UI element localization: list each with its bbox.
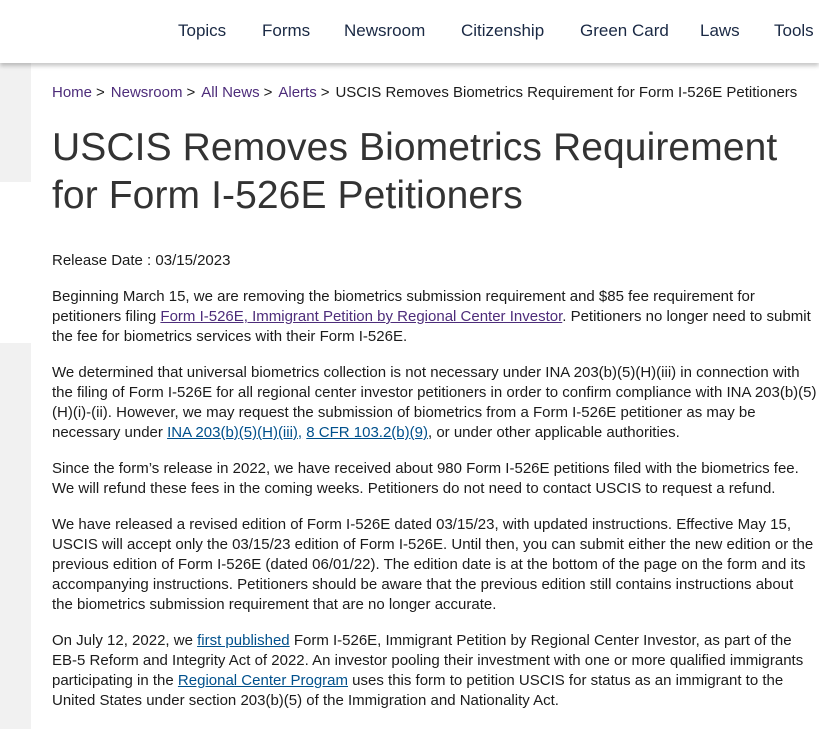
paragraph-1-text-a: Beginning March 15, we are removing the biometrics submission requirement and $85 fee requirement for petitioners filing: [52, 288, 755, 325]
paragraph-2: [52, 363, 817, 443]
breadcrumb-separator: >: [96, 84, 105, 101]
nav-forms[interactable]: Forms: [262, 21, 311, 40]
regional-center-program-link[interactable]: Regional Center Program: [177, 672, 349, 689]
nav-laws[interactable]: Laws: [700, 21, 740, 40]
paragraph-4: We have released a revised edition of Form I-526E dated 03/15/23, with updated instructions. Effective May 15, USCIS will accept only the 03/15/23 edition of Form I-526E. Until then, you can submit either the new edition or the previous edition of Form I-526E (dated 06/01/22). The edition date is at the bottom of the page on the form and its accompanying instructions. Petitioners should be aware that the previous edition still contains instructions about the biometrics submission requirement that are no longer accurate.: [52, 516, 814, 613]
top-navigation: [0, 0, 819, 63]
nav-tools[interactable]: Tools: [774, 21, 814, 40]
paragraph-3: Since the form’s release in 2022, we have received about 980 Form I-526E petitions filed with the biometrics fee. We will refund these fees in the coming weeks. Petitioners do not need to contact USCIS to request a refund.: [52, 460, 799, 497]
release-date-line: [52, 251, 817, 271]
nav-citizenship[interactable]: Citizenship: [461, 21, 545, 40]
paragraph-1: [52, 287, 817, 347]
cfr-link[interactable]: 8 CFR 103.2(b)(9): [306, 424, 428, 441]
breadcrumb-separator: >: [320, 84, 330, 101]
paragraph-2-text-a: We determined that universal biometrics collection is not necessary under INA 203(b)(5)(H)(iii) in connection with the filing of Form I-526E for all regional center investor petitioners in order to confirm compliance with INA 203(b)(5)(H)(i)-(ii). However, we may request the submission of biometrics from a Form I-526E petitioner as may be necessary under: [52, 364, 817, 441]
breadcrumb-newsroom[interactable]: Newsroom: [110, 84, 183, 101]
breadcrumb-separator: >: [186, 84, 196, 101]
breadcrumb: [52, 84, 797, 101]
nav-newsroom[interactable]: Newsroom: [344, 21, 426, 40]
paragraph-5-text-c: uses this form to petition USCIS for status as an immigrant to the United States under section 203(b)(5) of the Immigration and Nationality Act.: [52, 672, 784, 709]
paragraph-2-text-b: , or under other applicable authorities.: [427, 424, 680, 441]
sidebar-block-top: [0, 63, 31, 182]
paragraph-5-text-a: On July 12, 2022, we: [52, 632, 198, 649]
article-body: [52, 251, 817, 727]
paragraph-5-text-b: Form I-526E, Immigrant Petition by Regional Center Investor, as part of the EB-5 Reform and Integrity Act of 2022. An investor pooling their investment with one or more qualified immigrants participating in the: [52, 632, 804, 689]
breadcrumb-home[interactable]: Home: [52, 84, 93, 101]
breadcrumb-current: USCIS Removes Biometrics Requirement for Form I-526E Petitioners: [335, 84, 798, 101]
nav-topics[interactable]: Topics: [178, 21, 227, 40]
release-date-value: 03/15/2023: [155, 252, 231, 269]
first-published-link[interactable]: first published: [197, 632, 290, 649]
paragraph-1-text-b: . Petitioners no longer need to submit the fee for biometrics services with their Form I-526E.: [52, 308, 811, 345]
breadcrumb-alerts[interactable]: Alerts: [278, 84, 317, 101]
paragraph-5: [52, 631, 817, 711]
page-title: USCIS Removes Biometrics Requirement for Form I-526E Petitioners: [52, 126, 778, 217]
release-date-label: Release Date :: [52, 252, 156, 269]
sidebar-block-bottom: [0, 343, 31, 729]
form-i526e-link[interactable]: Form I-526E, Immigrant Petition by Regional Center Investor: [160, 308, 563, 325]
nav-green-card[interactable]: Green Card: [580, 21, 669, 40]
ina-link[interactable]: INA 203(b)(5)(H)(iii),: [167, 424, 303, 441]
breadcrumb-all-news[interactable]: All News: [201, 84, 260, 101]
breadcrumb-separator: >: [263, 84, 273, 101]
